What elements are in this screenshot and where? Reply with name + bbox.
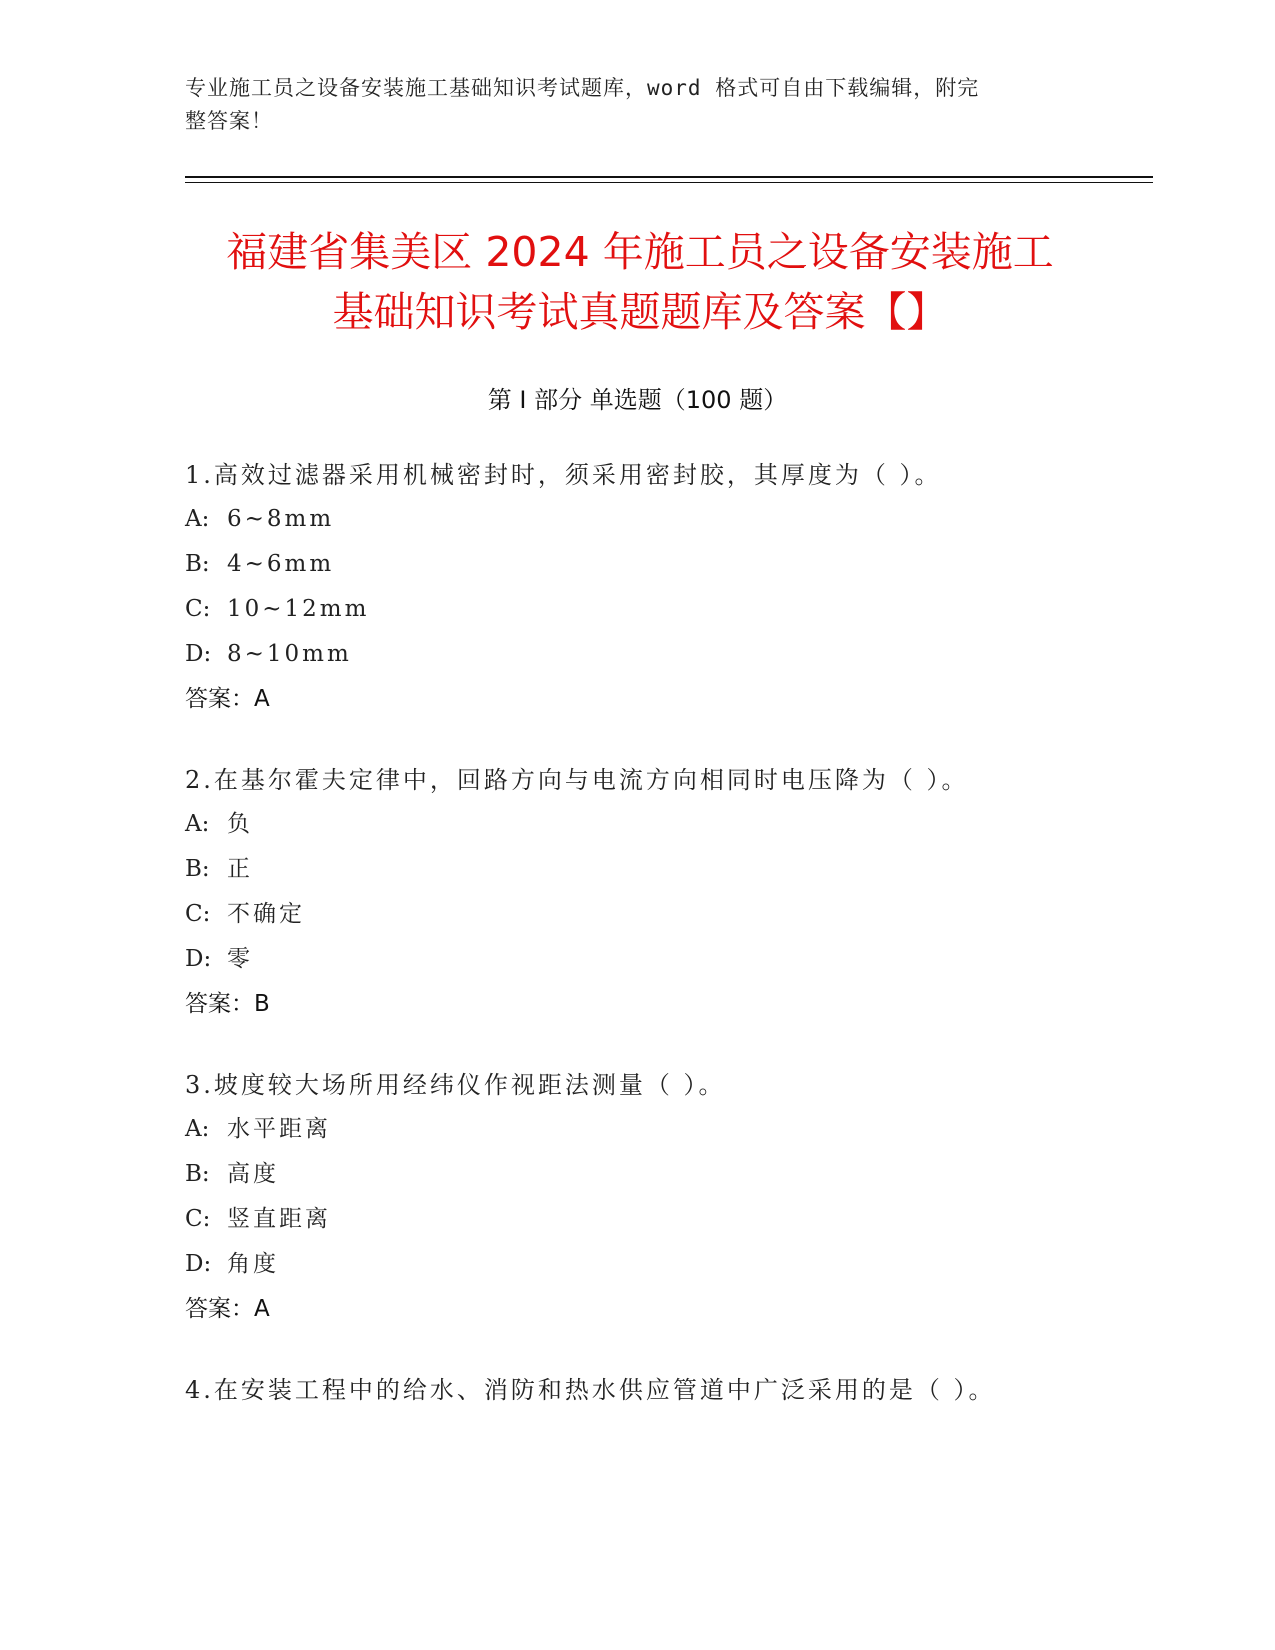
option-b (185, 854, 1145, 884)
option-key: B: (185, 551, 210, 577)
question-text: 3.坡度较大场所用经纬仪作视距法测量（ ）。 (185, 1071, 726, 1099)
option-key: D: (185, 1251, 212, 1277)
option-c (185, 1204, 1145, 1234)
question-block (185, 1375, 1145, 1419)
option-key: D: (185, 641, 212, 667)
question-text: 4.在安装工程中的给水、消防和热水供应管道中广泛采用的是（ ）。 (185, 1376, 996, 1404)
option-value: 不确定 (227, 901, 305, 927)
option-d (185, 1249, 1145, 1279)
question-block (185, 1070, 1145, 1324)
section-heading: 第 I 部分 单选题（100 题） (487, 386, 788, 414)
option-value: 零 (227, 946, 253, 972)
document-title-line-2: 基础知识考试真题题库及答案【】 (332, 288, 948, 336)
option-value: 10~12mm (227, 596, 370, 622)
option-value: 竖直距离 (227, 1206, 331, 1232)
option-key: B: (185, 1161, 210, 1187)
answer-label: 答案：A (185, 686, 270, 712)
question-text: 2.在基尔霍夫定律中，回路方向与电流方向相同时电压降为（ ）。 (185, 766, 969, 794)
option-key: A: (185, 506, 210, 532)
option-d (185, 639, 1145, 669)
option-c (185, 899, 1145, 929)
answer-label: 答案：A (185, 1296, 270, 1322)
option-key: C: (185, 1206, 211, 1232)
document-title-line-1: 福建省集美区 2024 年施工员之设备安装施工 (226, 228, 1054, 276)
document-title (170, 222, 1110, 342)
option-key: A: (185, 811, 210, 837)
option-b (185, 1159, 1145, 1189)
header-note (185, 72, 1065, 138)
option-key: C: (185, 901, 211, 927)
option-value: 角度 (227, 1251, 279, 1277)
header-rule-thick (185, 176, 1153, 178)
question-block (185, 765, 1145, 1019)
option-key: C: (185, 596, 211, 622)
option-a (185, 504, 1145, 534)
header-note-line-1: 专业施工员之设备安装施工基础知识考试题库，word 格式可自由下载编辑，附完 (185, 76, 980, 100)
question-block (185, 460, 1145, 714)
option-c (185, 594, 1145, 624)
answer-label: 答案：B (185, 991, 270, 1017)
option-value: 4~6mm (227, 551, 335, 577)
option-value: 8~10mm (227, 641, 352, 667)
option-key: A: (185, 1116, 210, 1142)
option-value: 高度 (227, 1161, 279, 1187)
header-rule-thin (185, 182, 1153, 183)
option-a (185, 1114, 1145, 1144)
option-key: B: (185, 856, 210, 882)
option-key: D: (185, 946, 212, 972)
option-value: 正 (227, 856, 253, 882)
question-text: 1.高效过滤器采用机械密封时，须采用密封胶，其厚度为（ ）。 (185, 461, 942, 489)
header-note-line-2: 整答案！ (185, 109, 273, 133)
option-b (185, 549, 1145, 579)
option-a (185, 809, 1145, 839)
option-value: 6~8mm (227, 506, 335, 532)
option-value: 水平距离 (227, 1116, 331, 1142)
option-d (185, 944, 1145, 974)
option-value: 负 (227, 811, 253, 837)
